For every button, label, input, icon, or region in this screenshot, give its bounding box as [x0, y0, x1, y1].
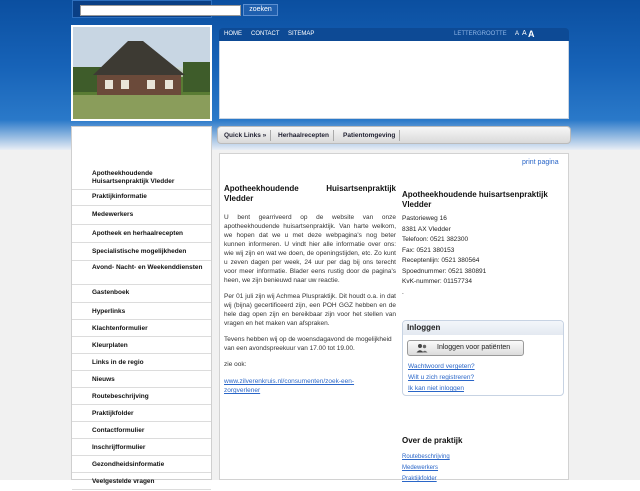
page-title: Apotheekhoudende Huisartsenpraktijk Vledder — [224, 184, 396, 203]
nav-sitemap[interactable]: SITEMAP — [288, 31, 315, 37]
login-title: Inloggen — [403, 321, 563, 335]
patient-login-button[interactable] — [407, 340, 524, 356]
sidebar-item-gezondheidsinformatie[interactable]: Gezondheidsinformatie — [72, 456, 211, 473]
pluspraktijk-paragraph: Per 01 juli zijn wij Achmea Pluspraktijk. Dit houdt o.a. in dat wij (bijna) gecertificeerd zijn, een POH GGZ hebben en de hele dag open zijn en bereikbaar zijn voor het stellen van vragen en het maken van afspraken. — [224, 293, 396, 327]
sidebar-item-veelgestelde-vragen[interactable]: Veelgestelde vragen — [72, 473, 211, 490]
about-links — [402, 452, 450, 485]
address-kvk: KvK-nummer: 01157734 — [402, 278, 472, 285]
sidebar-item-medewerkers[interactable]: Medewerkers — [72, 206, 211, 225]
font-size-medium-button[interactable]: A — [522, 30, 527, 37]
intro-paragraph: U bent gearriveerd op de website van onze apotheekhoudende huisartsenpraktijk. Van harte welkom, we hopen dat we u met deze webpagina's nog beter kunnen informeren. U vindt hier alle informatie over ons: wie wij zijn en wat we doen, de openingstijden, etc. Zo kunt u zeven dagen per week, 24 uur per dag bij ons terecht voor meer informatie. Blader eens rustig door de pagina's heen, we zijn benieuwd naar uw reactie. — [224, 214, 396, 284]
print-page-link[interactable]: print pagina — [522, 159, 559, 166]
sidebar-item-hyperlinks[interactable]: Hyperlinks — [72, 303, 211, 320]
font-size-large-button[interactable]: A — [528, 29, 535, 39]
address-phone: Telefoon: 0521 382300 — [402, 236, 469, 243]
sidebar-item-home[interactable]: Apotheekhoudende Huisartsenpraktijk Vledder — [72, 170, 211, 190]
quick-links-tab[interactable]: Quick Links » — [220, 130, 271, 141]
address-street: Pastorieweg 16 — [402, 215, 447, 222]
about-link-praktijkfolder[interactable]: Praktijkfolder — [402, 476, 437, 482]
sidebar-item-gastenboek[interactable]: Gastenboek — [72, 285, 211, 303]
patientomgeving-tab[interactable]: Patientomgeving — [339, 130, 400, 141]
sidebar-item-apotheek[interactable]: Apotheek en herhaalrecepten — [72, 225, 211, 243]
see-also-label: zie ook: — [224, 361, 247, 368]
nav-contact[interactable]: CONTACT — [251, 31, 280, 37]
font-size-label: LETTERGROOTTE — [454, 31, 507, 37]
address-fax: Fax: 0521 380153 — [402, 246, 455, 254]
house-image — [73, 27, 210, 119]
login-links — [408, 361, 475, 394]
forgot-password-link[interactable]: Wachtwoord vergeten? — [408, 363, 475, 370]
address-city: 8381 AX Vledder — [402, 225, 451, 233]
search-button[interactable]: zoeken — [243, 4, 278, 16]
sidebar-item-diensten[interactable]: Avond- Nacht- en Weekenddiensten — [72, 261, 211, 285]
herhaalrecepten-tab[interactable]: Herhaalrecepten — [274, 130, 334, 141]
address-column — [402, 190, 566, 298]
sidebar-item-specialistisch[interactable]: Specialistische mogelijkheden — [72, 243, 211, 261]
register-link[interactable]: Wilt u zich registreren? — [408, 374, 475, 381]
address-spoednummer: Spoednummer: 0521 380891 — [402, 267, 487, 275]
sidebar-item-routebeschrijving[interactable]: Routebeschrijving — [72, 388, 211, 405]
sidebar-item-contactformulier[interactable]: Contactformulier — [72, 422, 211, 439]
search-bar — [72, 0, 272, 18]
sidebar-item-links-regio[interactable]: Links in de regio — [72, 354, 211, 371]
sidebar-item-klachtenformulier[interactable]: Klachtenformulier — [72, 320, 211, 337]
search-input[interactable] — [80, 5, 241, 16]
login-box — [402, 320, 564, 396]
sidebar-item-praktijkinformatie[interactable]: Praktijkinformatie — [72, 190, 211, 206]
banner-area — [219, 41, 569, 119]
font-size-small-button[interactable]: A — [515, 31, 520, 37]
address-receptenlijn: Receptenlijn: 0521 380564 — [402, 257, 480, 264]
address-heading: Apotheekhoudende huisartsenpraktijk Vledder — [402, 190, 548, 209]
sidebar-item-inschrijfformulier[interactable]: Inschrijfformulier — [72, 439, 211, 456]
main-content — [219, 153, 569, 480]
about-link-medewerkers[interactable]: Medewerkers — [402, 465, 439, 471]
cannot-login-link[interactable]: Ik kan niet inloggen — [408, 385, 465, 392]
about-link-routebeschrijving[interactable]: Routebeschrijving — [402, 454, 450, 460]
zilverenkruis-link[interactable]: www.zilverenkruis.nl/consumenten/zoek-een-zorgverlener — [224, 378, 355, 394]
sidebar-item-kleurplaten[interactable]: Kleurplaten — [72, 337, 211, 354]
address-dot: . — [402, 288, 404, 296]
about-heading: Over de praktijk — [402, 436, 463, 445]
top-navigation — [219, 28, 569, 42]
header-photo — [71, 25, 212, 121]
avondspreekuur-paragraph: Tevens hebben wij op de woensdagavond de mogelijkheid van een avondspreekuur van 17.00 tot 19.00. — [224, 336, 392, 352]
patient-login-label: Inloggen voor patiënten — [437, 344, 511, 351]
nav-home[interactable]: HOME — [224, 31, 242, 37]
sidebar — [71, 126, 212, 485]
sidebar-item-praktijkfolder[interactable]: Praktijkfolder — [72, 405, 211, 422]
intro-column — [224, 184, 396, 395]
users-icon — [416, 343, 428, 353]
quick-links-bar — [217, 126, 571, 144]
sidebar-item-nieuws[interactable]: Nieuws — [72, 371, 211, 388]
